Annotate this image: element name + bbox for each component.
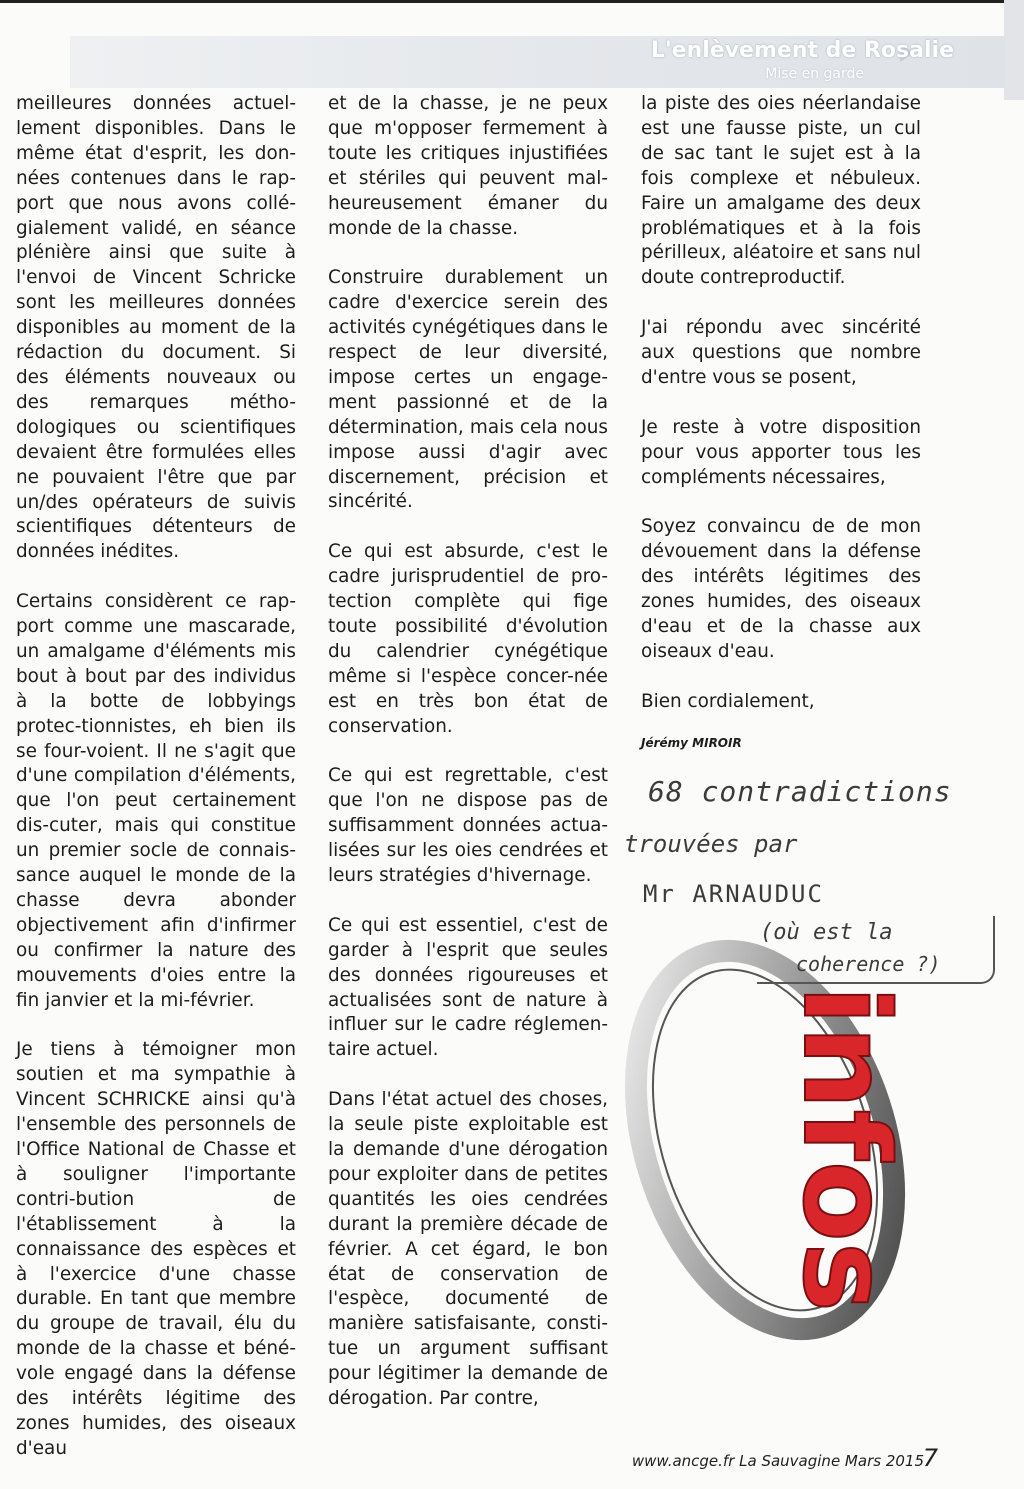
handwritten-note-line: coherence ?): [796, 952, 941, 976]
header-subtitle: Mise en garde: [765, 66, 864, 82]
top-rule: [0, 0, 1024, 3]
paragraph: Soyez convaincu de de mon dévouement dans la défense des intérêts légitimes des zones humides, des oiseaux d'eau et de la chasse aux oiseaux d'eau.: [641, 516, 921, 662]
paragraph: et de la chasse, je ne peux que m'opposer fermement à toute les critiques injustifiées et stériles qui peuvent mal-heureusement émaner du monde de la chasse.: [328, 93, 608, 239]
paragraph: la piste des oies néerlandaise est une fausse piste, un cul de sac tant le sujet est à la fois complexe et nébuleux. Faire un amalgame des deux problématiques et à la fois périlleux, aléatoire et sans nul doute contreproductif.: [641, 93, 921, 289]
paragraph: Ce qui est absurde, c'est le cadre jurisprudentiel de pro-tection complète qui fige toute possibilité d'évolution du calendrier cynégétique même si l'espèce concer-née est en très bon état de conservation.: [328, 541, 608, 737]
handwritten-note-line: trouvées par: [624, 830, 798, 858]
header-title: L'enlèvement de Rosalie: [650, 38, 954, 63]
page-number: 7: [922, 1444, 938, 1472]
signature: Jérémy MIROIR: [641, 736, 742, 751]
paragraph: Dans l'état actuel des choses, la seule piste exploitable est la demande d'une dérogation pour exploiter dans de petites quantités les oies cendrées durant la première décade de février. A cet égard, le bon état de conservation de l'espèce, documenté de manière satisfaisante, consti-tue un argument suffisant pour légitimer la demande de dérogation. Par contre,: [328, 1089, 608, 1410]
infos-logo: [615, 925, 915, 1345]
paragraph: Ce qui est essentiel, c'est de garder à l'esprit que seules des données rigoureuses et actualisées sont de nature à influer sur le cadre réglemen-taire actuel.: [328, 914, 608, 1061]
handwritten-note-line: 68 contradictions: [648, 775, 952, 808]
paragraph: J'ai répondu avec sincérité aux questions que nombre d'entre vous se posent,: [641, 317, 921, 388]
page-edge: [1004, 0, 1024, 100]
paragraph: Bien cordialement,: [641, 690, 815, 712]
paragraph: Construire durablement un cadre d'exercice serein des activités cynégétiques dans le respect de leur diversité, impose certes un engage-ment passionné et de la détermination, mais cela nous impose aussi d'agir avec discernement, précision et sincérité.: [328, 267, 608, 513]
footer-text: www.ancge.fr La Sauvagine Mars 2015: [631, 1452, 924, 1470]
paragraph: meilleures données actuel-lement disponibles. Dans le même état d'esprit, les don-nées contenues dans le rap-port que nous avons collé-gialement validé, en séance plénière ainsi que suite à l'envoi de Vincent Schricke sont les meilleures données disponibles au moment de la rédaction du document. Si des éléments nouveaux ou des remarques métho-dologiques ou scientifiques devaient être formulées elles ne pouvaient l'être que par un/des opérateurs de suivis scientifiques détenteurs de données inédites.: [16, 93, 296, 563]
paragraph: Ce qui est regrettable, c'est que l'on ne dispose pas de suffisamment données actua-lisées sur les oies cendrées et leurs stratégies d'hivernage.: [328, 765, 608, 887]
handwritten-note-line: Mr ARNAUDUC: [643, 880, 824, 908]
handwritten-note-line: (où est la: [760, 920, 893, 945]
paragraph: Certains considèrent ce rap-port comme une mascarade, un amalgame d'éléments mis bout à bout par des individus à la botte de lobbyings protec-tionnistes, eh bien ils se four-voient. Il ne s'agit que d'une compilation d'éléments, que l'on peut certainement dis-cuter, mais qui constitue un premier socle de connais-sance auquel le monde de la chasse devra abonder objectivement afin d'infirmer ou confirmer la nature des mouvements d'oies entre la fin janvier et la mi-février.: [16, 591, 296, 1011]
paragraph: Je tiens à témoigner mon soutien et ma sympathie à Vincent SCHRICKE ainsi qu'à l'ensemble des personnels de l'Office National de Chasse et à souligner l'importante contri-bution de l'établissement à la connaissance des espèces et à l'exercice d'une chasse durable. En tant que membre du groupe de travail, élu du monde de la chasse et béné-vole engagé dans la défense des intérêts légitime des zones humides, des oiseaux d'eau: [16, 1039, 296, 1459]
logo-text: infos: [777, 985, 915, 1313]
paragraph: Je reste à votre disposition pour vous apporter tous les compléments nécessaires,: [641, 416, 921, 488]
text-column-1: [16, 92, 296, 1487]
text-column-3: [641, 92, 921, 756]
text-column-2: [328, 92, 608, 1437]
